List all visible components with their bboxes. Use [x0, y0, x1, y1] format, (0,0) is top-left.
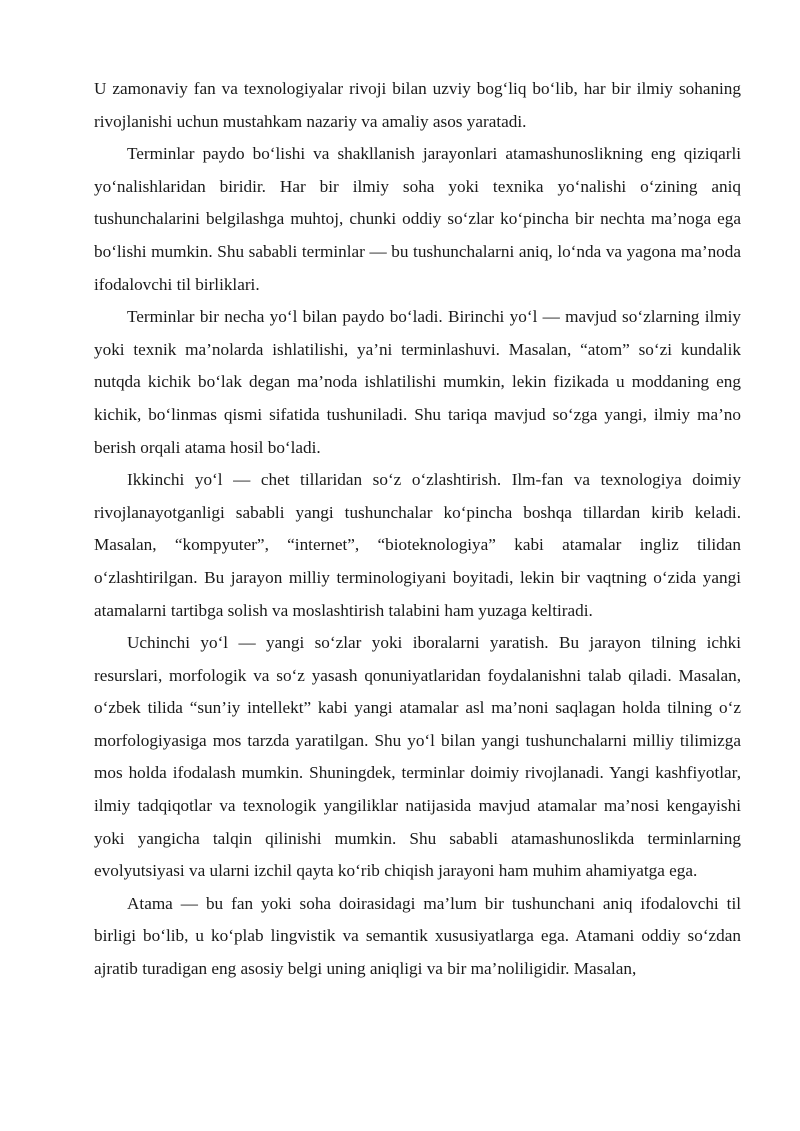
paragraph-third-way: Uchinchi yo‘l — yangi so‘zlar yoki iboralarni yaratish. Bu jarayon tilning ichki resurslari, morfologik va so‘z yasash qonuniyatlaridan foydalanishni talab qiladi. Masalan, o‘zbek tilida “sun’iy intellekt” kabi yangi atamalar asl ma’noni saqlagan holda tilning o‘z morfologiyasiga mos tarzda yaratilgan. Shu yo‘l bilan yangi tushunchalarni milliy tilimizga mos holda ifodalash mumkin. Shuningdek, terminlar doimiy rivojlanadi. Yangi kashfiyotlar, ilmiy tadqiqotlar va texnologik yangiliklar natijasida mavjud atamalar ma’nosi kengayishi yoki yangicha talqin qilinishi mumkin. Shu sababli atamashunoslikda terminlarning evolyutsiyasi va ularni izchil qayta ko‘rib chiqish jarayoni ham muhim ahamiyatga ega.: [94, 633, 741, 881]
paragraph-first-way: Terminlar bir necha yo‘l bilan paydo bo‘ladi. Birinchi yo‘l — mavjud so‘zlarning ilmiy yoki texnik ma’nolarda ishlatilishi, ya’ni terminlashuvi. Masalan, “atom” so‘zi kundalik nutqda kichik bo‘lak degan ma’noda ishlatilishi mumkin, lekin fizikada u moddaning eng kichik, bo‘linmas qismi sifatida tushuniladi. Shu tariqa mavjud so‘zga yangi, ilmiy ma’no berish orqali atama hosil bo‘ladi.: [94, 307, 741, 457]
paragraph-term-formation: Terminlar paydo bo‘lishi va shakllanish jarayonlari atamashunoslikning eng qiziqarli yo‘nalishlaridan biridir. Har bir ilmiy soha yoki texnika yo‘nalishi o‘zining aniq tushunchalarini belgilashga muhtoj, chunki oddiy so‘zlar ko‘pincha bir nechta ma’noga ega bo‘lishi mumkin. Shu sababli terminlar — bu tushunchalarni aniq, lo‘nda va yagona ma’noda ifodalovchi til birliklari.: [94, 144, 741, 294]
paragraph-term-definition: Atama — bu fan yoki soha doirasidagi ma’lum bir tushunchani aniq ifodalovchi til birligi bo‘lib, u ko‘plab lingvistik va semantik xususiyatlarga ega. Atamani oddiy so‘zdan ajratib turadigan eng asosiy belgi uning aniqligi va bir ma’noliligidir. Masalan,: [94, 893, 741, 979]
paragraph-continuation: U zamonaviy fan va texnologiyalar rivoji bilan uzviy bog‘liq bo‘lib, har bir ilmiy sohaning rivojlanishi uchun mustahkam nazariy va amaliy asos yaratadi.: [94, 79, 741, 131]
paragraph-second-way: Ikkinchi yo‘l — chet tillaridan so‘z o‘zlashtirish. Ilm-fan va texnologiya doimiy rivojlanayotganligi sababli yangi tushunchalar ko‘pincha boshqa tillardan kirib keladi. Masalan, “kompyuter”, “internet”, “bioteknologiya” kabi atamalar ingliz tilidan o‘zlashtirilgan. Bu jarayon milliy terminologiyani boyitadi, lekin bir vaqtning o‘zida yangi atamalarni tartibga solish va moslashtirish talabini ham yuzaga keltiradi.: [94, 470, 741, 620]
document-page: [94, 73, 741, 986]
